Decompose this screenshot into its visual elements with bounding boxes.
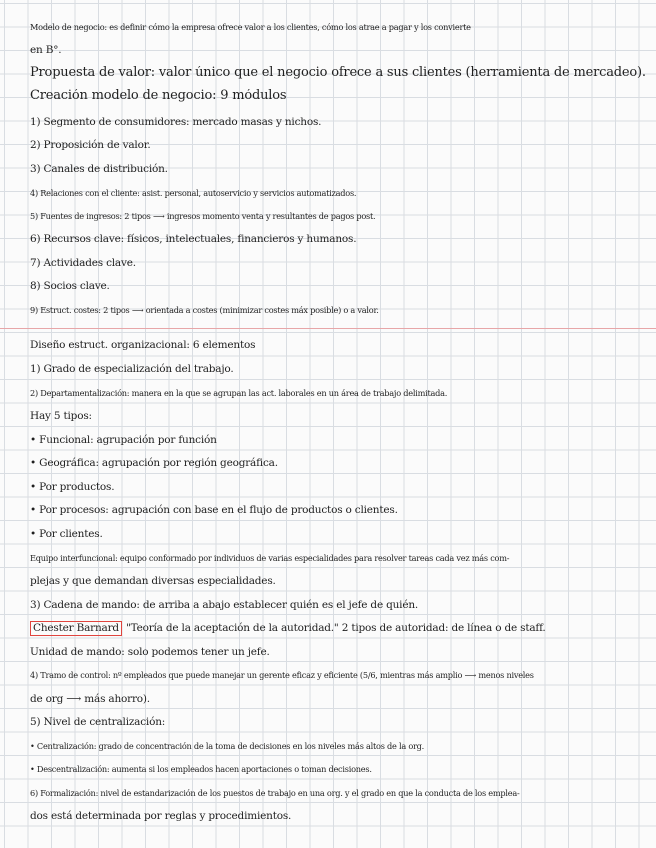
note-bullet-centralization: • Centralización: grado de concentración de la toma de decisiones en los niveles más altos de la org. xyxy=(30,741,424,751)
note-line-module-3: 3) Canales de distribución. xyxy=(30,163,168,175)
note-line-unity-of-command: Unidad de mando: solo podemos tener un jefe. xyxy=(30,646,270,658)
note-line-element-6-cont: dos está determinada por reglas y procedimientos. xyxy=(30,810,292,822)
note-bullet-processes: • Por procesos: agrupación con base en el flujo de productos o clientes. xyxy=(30,504,398,516)
note-line-module-6: 6) Recursos clave: físicos, intelectuales, financieros y humanos. xyxy=(30,233,357,245)
note-bullet-products: • Por productos. xyxy=(30,481,115,493)
note-line-authority-theory xyxy=(30,621,648,636)
note-line-element-6: 6) Formalización: nivel de estandarización de los puestos de trabajo en una org. y el grado en que la conducta de los emplea- xyxy=(30,788,520,798)
note-line-cross-functional-team: Equipo interfuncional: equipo conformado por individuos de varias especialidades para resolver tareas cada vez más com- xyxy=(30,553,510,563)
note-line-element-2: 2) Departamentalización: manera en la que se agrupan las act. laborales en un área de trabajo delimitada. xyxy=(30,388,448,398)
note-line-cross-functional-team-cont: plejas y que demandan diversas especialidades. xyxy=(30,575,276,587)
note-line-module-2: 2) Proposición de valor. xyxy=(30,139,151,151)
note-line-module-1: 1) Segmento de consumidores: mercado masas y nichos. xyxy=(30,116,322,128)
note-line-module-5: 5) Fuentes de ingresos: 2 tipos ⟶ ingresos momento venta y resultantes de pagos post. xyxy=(30,211,376,221)
note-line-element-3: 3) Cadena de mando: de arriba a abajo establecer quién es el jefe de quién. xyxy=(30,599,419,611)
note-line-element-4: 4) Tramo de control: nº empleados que puede manejar un gerente eficaz y eficiente (5/6, mientras más amplio ⟶ menos niveles xyxy=(30,670,534,680)
note-heading-business-model-creation: Creación modelo de negocio: 9 módulos xyxy=(30,89,287,103)
boxed-author-name: Chester Barnard xyxy=(30,621,122,636)
note-line-business-model-cont: en B°. xyxy=(30,44,62,56)
note-bullet-geographic: • Geográfica: agrupación por región geográfica. xyxy=(30,457,278,469)
note-bullet-decentralization: • Descentralización: aumenta si los empleados hacen aportaciones o toman decisiones. xyxy=(30,764,372,774)
note-line-module-7: 7) Actividades clave. xyxy=(30,257,136,269)
note-bullet-clients: • Por clientes. xyxy=(30,528,103,540)
note-line-module-8: 8) Socios clave. xyxy=(30,280,110,292)
note-line-element-5: 5) Nivel de centralización: xyxy=(30,716,166,728)
note-line-business-model: Modelo de negocio: es definir cómo la empresa ofrece valor a los clientes, cómo los atrae a pagar y los convierte xyxy=(30,22,471,32)
margin-divider-line xyxy=(0,328,656,329)
note-heading-org-structure: Diseño estruct. organizacional: 6 elementos xyxy=(30,339,256,351)
note-line-value-proposition: Propuesta de valor: valor único que el negocio ofrece a sus clientes (herramienta de mercadeo). xyxy=(30,66,646,80)
note-line-element-1: 1) Grado de especialización del trabajo. xyxy=(30,363,234,375)
note-line-module-9: 9) Estruct. costes: 2 tipos ⟶ orientada a costes (minimizar costes máx posible) o a valor. xyxy=(30,305,379,315)
note-bullet-functional: • Funcional: agrupación por función xyxy=(30,434,217,446)
authority-theory-text: "Teoría de la aceptación de la autoridad." 2 tipos de autoridad: de línea o de staff. xyxy=(125,622,546,634)
note-line-types-count: Hay 5 tipos: xyxy=(30,410,92,422)
note-line-module-4: 4) Relaciones con el cliente: asist. personal, autoservicio y servicios automatizados. xyxy=(30,188,357,198)
note-line-element-4-cont: de org ⟶ más ahorro). xyxy=(30,693,150,705)
